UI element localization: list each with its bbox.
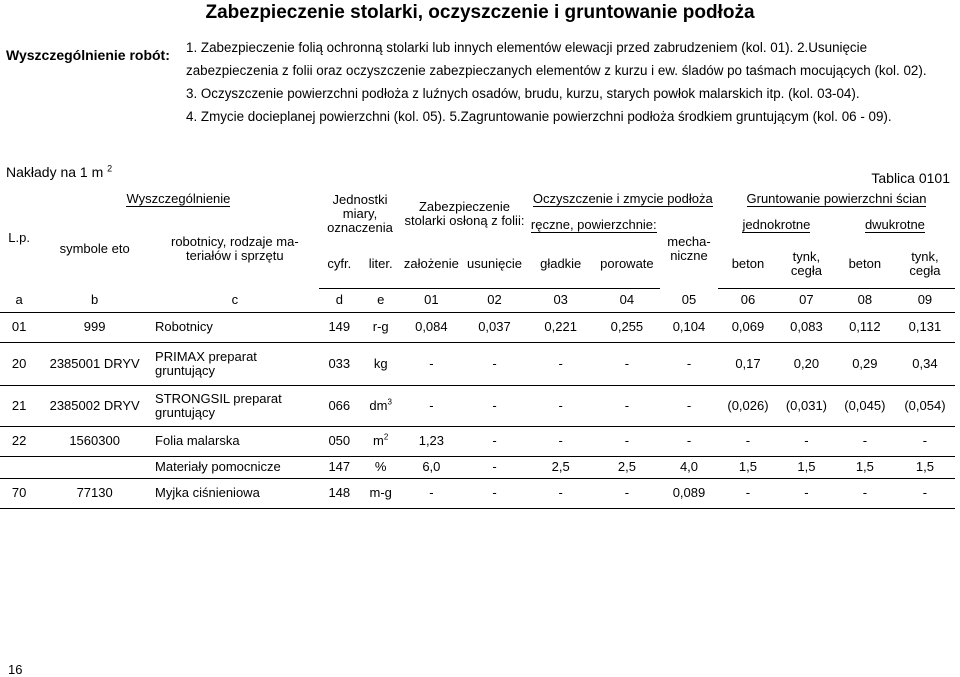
cell-name: Robotnicy xyxy=(151,312,319,342)
cell-value: - xyxy=(401,478,461,508)
gruntowanie-text: Gruntowanie powierzchni ścian xyxy=(746,191,927,206)
header-liter: liter. xyxy=(360,240,401,288)
cell-value: - xyxy=(718,426,778,456)
cell-value: 2,5 xyxy=(528,456,594,478)
cell-name: STRONGSIL preparat gruntujący xyxy=(151,385,319,426)
work-specification xyxy=(186,36,956,128)
cell-value: - xyxy=(895,478,955,508)
cell-value: - xyxy=(401,342,461,385)
unit-text: r-g xyxy=(372,319,389,334)
cell-unit-code: 033 xyxy=(319,342,360,385)
table-row xyxy=(0,456,955,478)
cell-lp: 22 xyxy=(0,426,38,456)
cell-value: 0,037 xyxy=(461,312,527,342)
cell-value: - xyxy=(660,342,718,385)
cell-value: - xyxy=(594,426,660,456)
cell-unit xyxy=(360,426,401,456)
header-jednokrotne xyxy=(718,210,835,240)
col-letter: 03 xyxy=(528,288,594,312)
col-letter: 09 xyxy=(895,288,955,312)
header-jednostki: Jednostki miary, oznaczenia xyxy=(327,192,393,235)
cell-value: 0,069 xyxy=(718,312,778,342)
cell-value: 1,5 xyxy=(835,456,895,478)
cell-name: Myjka ciśnieniowa xyxy=(151,478,319,508)
naklady-sup: 2 xyxy=(107,163,113,174)
cell-unit xyxy=(360,456,401,478)
spec-line: 1. Zabezpieczenie folią ochronną stolarki lub innych elementów elewacji przed zabrudzeniem (kol. 01). 2.Usunięcie xyxy=(186,40,868,55)
col-letter: c xyxy=(151,288,319,312)
cell-value: - xyxy=(778,478,835,508)
cell-symbol: 2385001 DRYV xyxy=(38,342,151,385)
cell-value: 1,23 xyxy=(401,426,461,456)
cell-value: - xyxy=(594,385,660,426)
spec-label: Wyszczególnienie robót: xyxy=(6,47,170,63)
header-gladkie: gładkie xyxy=(528,240,594,288)
cell-unit-code: 149 xyxy=(319,312,360,342)
header-reczne xyxy=(528,210,660,240)
column-letters-row xyxy=(0,288,955,312)
cell-lp: 01 xyxy=(0,312,38,342)
cell-value: - xyxy=(528,385,594,426)
wyszczegolnienie-text: Wyszczególnienie xyxy=(126,191,231,206)
header-robotnicy: robotnicy, rodzaje ma-teriałów i sprzętu xyxy=(171,234,299,263)
naklady-label xyxy=(6,164,112,180)
spec-line: zabezpieczenia z folii oraz oczyszczenie zabezpieczanych elementów z kurzu i ew. śladów po taśmach mocujących (kol. 02). xyxy=(186,63,927,78)
spec-line: 3. Oczyszczenie powierzchni podłoża z luźnych osadów, brudu, kurzu, starych powłok malarskich itp. (kol. 03-04). xyxy=(186,86,860,101)
cell-value: - xyxy=(461,456,527,478)
cell-value: - xyxy=(461,426,527,456)
header-gruntowanie xyxy=(718,188,955,210)
cell-value: 0,084 xyxy=(401,312,461,342)
cell-name: PRIMAX preparat gruntujący xyxy=(151,342,319,385)
unit-text: m xyxy=(373,433,384,448)
header-beton: beton xyxy=(718,240,778,288)
dwukrotne-text: dwukrotne xyxy=(864,217,925,232)
cell-unit-code: 147 xyxy=(319,456,360,478)
cell-value: - xyxy=(528,426,594,456)
cell-value: (0,026) xyxy=(718,385,778,426)
reczne-text: ręczne, powierzchnie: xyxy=(530,217,657,232)
cell-value: - xyxy=(835,426,895,456)
cell-value: 0,083 xyxy=(778,312,835,342)
cell-unit xyxy=(360,342,401,385)
cell-value: 1,5 xyxy=(778,456,835,478)
cell-symbol: 2385002 DRYV xyxy=(38,385,151,426)
header-lp: L.p. xyxy=(8,230,30,245)
cell-value: - xyxy=(461,342,527,385)
col-letter: d xyxy=(319,288,360,312)
cell-value: 0,131 xyxy=(895,312,955,342)
cell-value: - xyxy=(660,426,718,456)
cell-value: - xyxy=(461,385,527,426)
cell-name: Folia malarska xyxy=(151,426,319,456)
cell-value: 0,34 xyxy=(895,342,955,385)
cell-value: (0,045) xyxy=(835,385,895,426)
col-letter: 06 xyxy=(718,288,778,312)
col-letter: e xyxy=(360,288,401,312)
table-row xyxy=(0,426,955,456)
cell-unit xyxy=(360,312,401,342)
cell-value: 0,221 xyxy=(528,312,594,342)
unit-text: kg xyxy=(373,355,388,371)
cell-value: - xyxy=(594,478,660,508)
unit-text: dm xyxy=(369,397,388,413)
cell-value: (0,054) xyxy=(895,385,955,426)
cell-value: 2,5 xyxy=(594,456,660,478)
header-oczyszczenie xyxy=(528,188,718,210)
header-tynk: tynk, cegła xyxy=(895,240,955,288)
cell-unit-code: 050 xyxy=(319,426,360,456)
header-dwukrotne xyxy=(835,210,955,240)
col-letter: b xyxy=(38,288,151,312)
header-porowate: porowate xyxy=(594,240,660,288)
cell-value: 0,104 xyxy=(660,312,718,342)
cell-value: - xyxy=(778,426,835,456)
cell-value: - xyxy=(835,478,895,508)
cell-unit-code: 148 xyxy=(319,478,360,508)
cell-value: 0,29 xyxy=(835,342,895,385)
cell-value: 0,255 xyxy=(594,312,660,342)
col-letter: 02 xyxy=(461,288,527,312)
naklady-text: Nakłady na 1 m xyxy=(6,164,104,180)
cell-value: 0,17 xyxy=(718,342,778,385)
cell-value: - xyxy=(528,478,594,508)
cell-name: Materiały pomocnicze xyxy=(151,456,319,478)
header-usuniecie: usunięcie xyxy=(461,240,527,288)
cell-value: - xyxy=(660,385,718,426)
norms-table xyxy=(0,188,955,509)
cell-value: 0,112 xyxy=(835,312,895,342)
cell-symbol: 1560300 xyxy=(38,426,151,456)
unit-exponent: 2 xyxy=(383,432,389,442)
cell-value: - xyxy=(401,385,461,426)
unit-text: % xyxy=(374,459,387,474)
header-row-1 xyxy=(0,188,955,210)
header-mechaniczne: mecha-niczne xyxy=(667,234,711,263)
cell-value: - xyxy=(594,342,660,385)
oczyszczenie-text: Oczyszczenie i zmycie podłoża xyxy=(532,191,713,206)
cell-value: - xyxy=(528,342,594,385)
col-letter: 08 xyxy=(835,288,895,312)
norms-table-wrapper xyxy=(0,188,955,509)
cell-symbol: 77130 xyxy=(38,478,151,508)
cell-value: 0,20 xyxy=(778,342,835,385)
cell-lp: 21 xyxy=(0,385,38,426)
col-letter: 01 xyxy=(401,288,461,312)
cell-symbol: 999 xyxy=(38,312,151,342)
table-body xyxy=(0,312,955,508)
cell-symbol xyxy=(38,456,151,478)
cell-value: - xyxy=(718,478,778,508)
col-letter: 04 xyxy=(594,288,660,312)
cell-value: 6,0 xyxy=(401,456,461,478)
page-number: 16 xyxy=(8,662,23,677)
col-letter: 05 xyxy=(660,288,718,312)
cell-value: - xyxy=(461,478,527,508)
header-cyfr: cyfr. xyxy=(319,240,360,288)
header-symbole: symbole eto xyxy=(59,241,130,256)
cell-lp xyxy=(0,456,38,478)
table-row xyxy=(0,385,955,426)
header-zalozenie: założenie xyxy=(401,240,461,288)
unit-exponent: 3 xyxy=(387,397,392,407)
cell-value: 0,089 xyxy=(660,478,718,508)
header-zabezpieczenie: Zabezpieczenie stolarki osłoną z folii: xyxy=(404,199,525,228)
col-letter: 07 xyxy=(778,288,835,312)
header-wyszczegolnienie xyxy=(38,188,318,210)
table-row xyxy=(0,342,955,385)
header-beton: beton xyxy=(835,240,895,288)
cell-value: 1,5 xyxy=(895,456,955,478)
page-title: Zabezpieczenie stolarki, oczyszczenie i gruntowanie podłoża xyxy=(205,2,755,23)
cell-value: 1,5 xyxy=(718,456,778,478)
table-id: Tablica 0101 xyxy=(871,170,950,186)
cell-unit xyxy=(360,478,401,508)
cell-unit-code: 066 xyxy=(319,385,360,426)
cell-lp: 20 xyxy=(0,342,38,385)
spec-line: 4. Zmycie docieplanej powierzchni (kol. 05). 5.Zagruntowanie powierzchni podłoża środkiem gruntującym (kol. 06 - 09). xyxy=(186,109,892,124)
col-letter: a xyxy=(0,288,38,312)
table-row xyxy=(0,312,955,342)
cell-unit xyxy=(360,385,401,426)
cell-lp: 70 xyxy=(0,478,38,508)
cell-value: (0,031) xyxy=(778,385,835,426)
table-row xyxy=(0,478,955,508)
header-tynk: tynk, cegła xyxy=(778,240,835,288)
jednokrotne-text: jednokrotne xyxy=(742,217,811,232)
cell-value: 4,0 xyxy=(660,456,718,478)
unit-text: m-g xyxy=(369,485,392,500)
cell-value: - xyxy=(895,426,955,456)
